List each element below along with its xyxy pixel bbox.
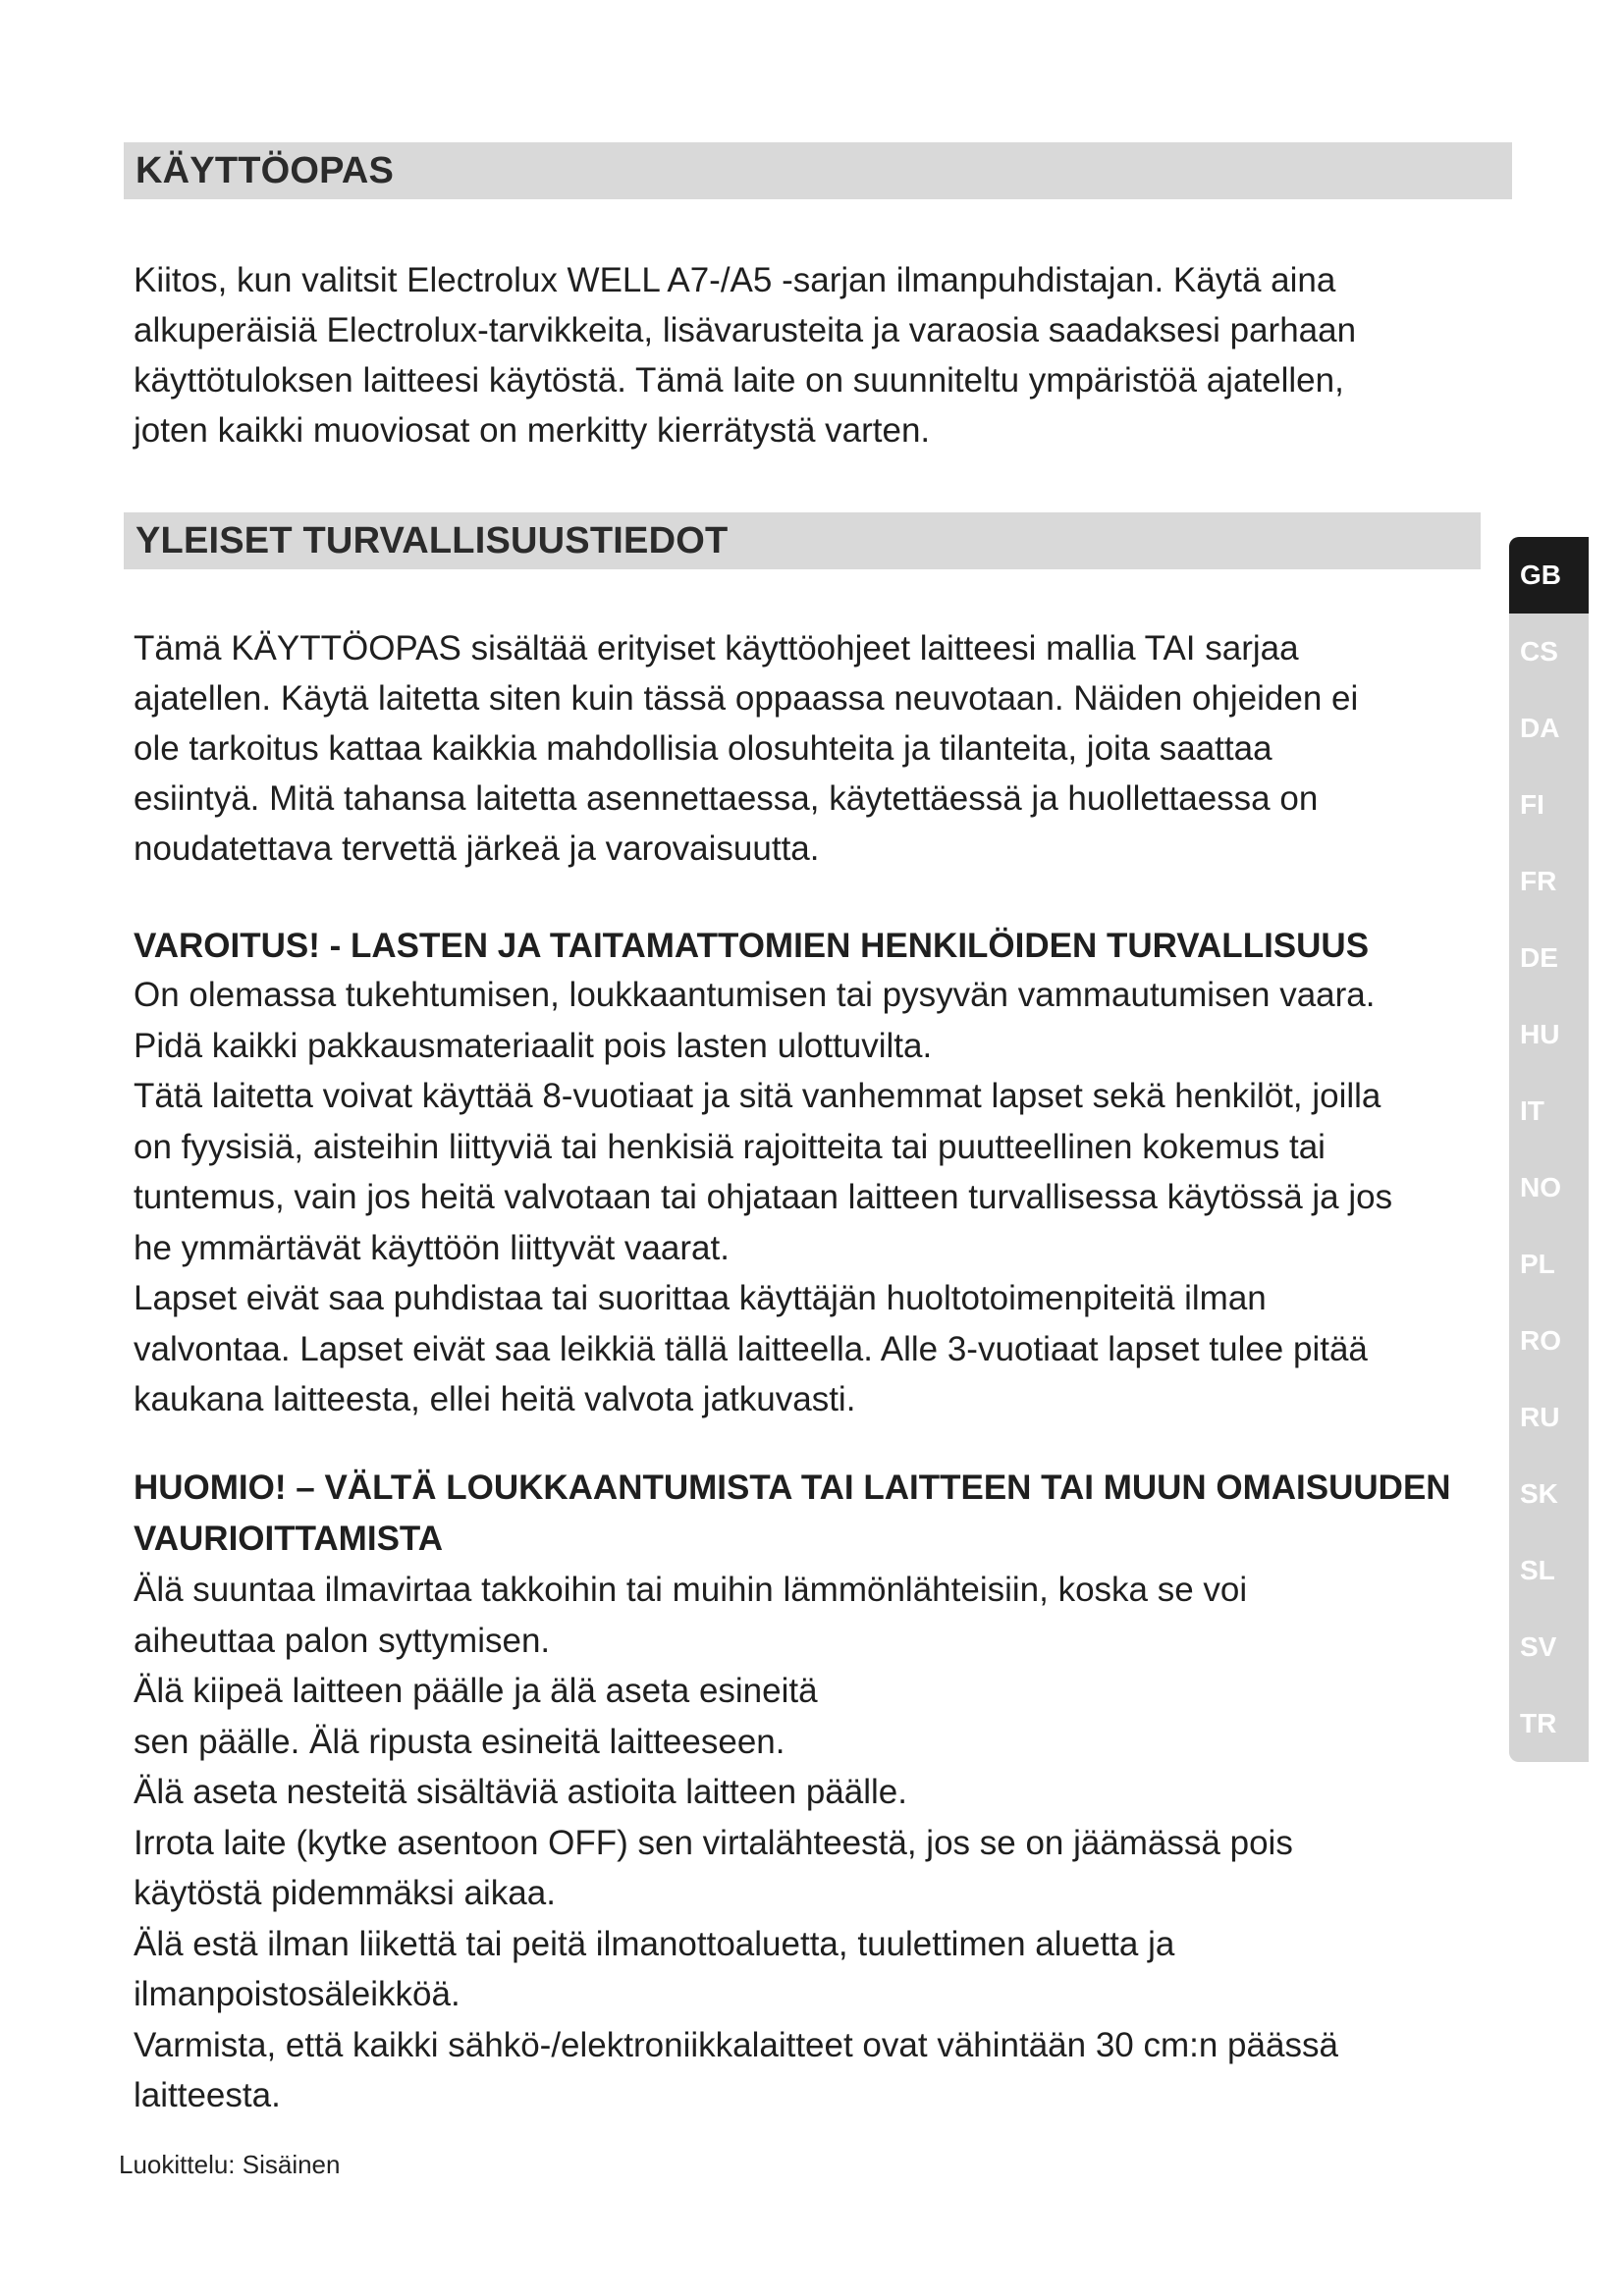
text-line: Irrota laite (kytke asentoon OFF) sen virtalähteestä, jos se on jäämässä pois <box>134 1823 1293 1862</box>
lang-tab-ru[interactable]: RU <box>1520 1402 1560 1432</box>
text-line: Varmista, että kaikki sähkö-/elektroniikkalaitteet ovat vähintään 30 cm:n päässä <box>134 2025 1338 2064</box>
lang-tab-sk[interactable]: SK <box>1520 1478 1558 1509</box>
text-line: Kiitos, kun valitsit Electrolux WELL A7-/A5 -sarjan ilmanpuhdistajan. Käytä aina <box>134 261 1336 299</box>
text-line: ilmanpoistosäleikköä. <box>134 1975 460 2013</box>
text-line: tuntemus, vain jos heitä valvotaan tai ohjataan laitteen turvallisessa käytössä ja jos <box>134 1178 1393 1216</box>
safety-intro-paragraph <box>134 623 1489 874</box>
warning-body <box>134 970 1508 1425</box>
lang-tab-gb[interactable]: GB <box>1509 537 1589 614</box>
language-tabs <box>1509 537 1589 1762</box>
text-line: esiintyä. Mitä tahansa laitetta asennettaessa, käytettäessä ja huollettaessa on <box>134 779 1319 818</box>
text-line: Tämä KÄYTTÖOPAS sisältää erityiset käyttöohjeet laitteesi mallia TAI sarjaa <box>134 629 1299 667</box>
intro-paragraph <box>134 255 1532 455</box>
text-line: laitteesta. <box>134 2076 281 2114</box>
text-line: Älä aseta nesteitä sisältäviä astioita laitteen päälle. <box>134 1773 907 1811</box>
lang-tab-fi[interactable]: FI <box>1520 789 1544 820</box>
lang-tab-sl[interactable]: SL <box>1520 1555 1555 1585</box>
text-line: Tätä laitetta voivat käyttää 8-vuotiaat ja sitä vanhemmat lapset sekä henkilöt, joilla <box>134 1077 1381 1115</box>
caution-heading-line: VAURIOITTAMISTA <box>134 1520 443 1558</box>
lang-tab-fr[interactable]: FR <box>1520 866 1557 896</box>
caution-heading <box>134 1463 1451 1565</box>
section-header-kayttoopas <box>124 142 1512 199</box>
lang-tab-ro[interactable]: RO <box>1520 1325 1561 1356</box>
lang-tab-tr[interactable]: TR <box>1520 1708 1557 1738</box>
text-line: Pidä kaikki pakkausmateriaalit pois lasten ulottuvilta. <box>134 1026 933 1065</box>
text-line: Älä estä ilman liikettä tai peitä ilmanottoaluetta, tuulettimen aluetta ja <box>134 1924 1175 1963</box>
text-line: valvontaa. Lapset eivät saa leikkiä tällä laitteella. Alle 3-vuotiaat lapset tulee pitää <box>134 1329 1368 1368</box>
section-header-yleiset-turvallisuustiedot <box>124 512 1481 569</box>
text-line: ole tarkoitus kattaa kaikkia mahdollisia olosuhteita ja tilanteita, joita saattaa <box>134 729 1272 768</box>
section-title: KÄYTTÖOPAS <box>135 149 395 191</box>
text-line: aiheuttaa palon syttymisen. <box>134 1621 551 1660</box>
text-line: On olemassa tukehtumisen, loukkaantumisen tai pysyvän vammautumisen vaara. <box>134 976 1376 1014</box>
warning-heading: VAROITUS! - LASTEN JA TAITAMATTOMIEN HENKILÖIDEN TURVALLISUUS <box>134 927 1370 965</box>
text-line: noudatettava tervettä järkeä ja varovaisuutta. <box>134 829 820 868</box>
lang-tab-cs[interactable]: CS <box>1520 636 1558 667</box>
text-line: Lapset eivät saa puhdistaa tai suorittaa käyttäjän huoltotoimenpiteitä ilman <box>134 1279 1267 1317</box>
classification-footer: Luokittelu: Sisäinen <box>119 2150 341 2179</box>
lang-tab-de[interactable]: DE <box>1520 942 1558 973</box>
lang-tab-pl[interactable]: PL <box>1520 1249 1555 1279</box>
text-line: käyttötuloksen laitteesi käytöstä. Tämä laite on suunniteltu ympäristöä ajatellen, <box>134 361 1344 400</box>
text-line: ajatellen. Käytä laitetta siten kuin tässä oppaassa neuvotaan. Näiden ohjeiden ei <box>134 679 1359 718</box>
text-line: sen päälle. Älä ripusta esineitä laitteeseen. <box>134 1722 785 1761</box>
lang-tab-hu[interactable]: HU <box>1520 1019 1560 1049</box>
caution-body <box>134 1565 1508 2121</box>
lang-tab-it[interactable]: IT <box>1520 1095 1544 1126</box>
text-line: kaukana laitteesta, ellei heitä valvota jatkuvasti. <box>134 1380 856 1418</box>
text-line: he ymmärtävät käyttöön liittyvät vaarat. <box>134 1228 730 1267</box>
text-line: käytöstä pidemmäksi aikaa. <box>134 1874 556 1912</box>
text-line: alkuperäisiä Electrolux-tarvikkeita, lisävarusteita ja varaosia saadaksesi parhaan <box>134 311 1357 349</box>
text-line: Älä kiipeä laitteen päälle ja älä aseta esineitä <box>134 1672 818 1710</box>
section-title: YLEISET TURVALLISUUSTIEDOT <box>135 519 729 561</box>
text-line: Älä suuntaa ilmavirtaa takkoihin tai muihin lämmönlähteisiin, koska se voi <box>134 1571 1248 1609</box>
text-line: joten kaikki muoviosat on merkitty kierrätystä varten. <box>134 411 931 450</box>
lang-tab-sv[interactable]: SV <box>1520 1631 1557 1662</box>
caution-heading-line: HUOMIO! – VÄLTÄ LOUKKAANTUMISTA TAI LAITTEEN TAI MUUN OMAISUUDEN <box>134 1468 1451 1507</box>
lang-tab-da[interactable]: DA <box>1520 713 1560 743</box>
lang-tab-no[interactable]: NO <box>1520 1172 1561 1202</box>
text-line: on fyysisiä, aisteihin liittyviä tai henkisiä rajoitteita tai puutteellinen kokemus tai <box>134 1127 1326 1166</box>
